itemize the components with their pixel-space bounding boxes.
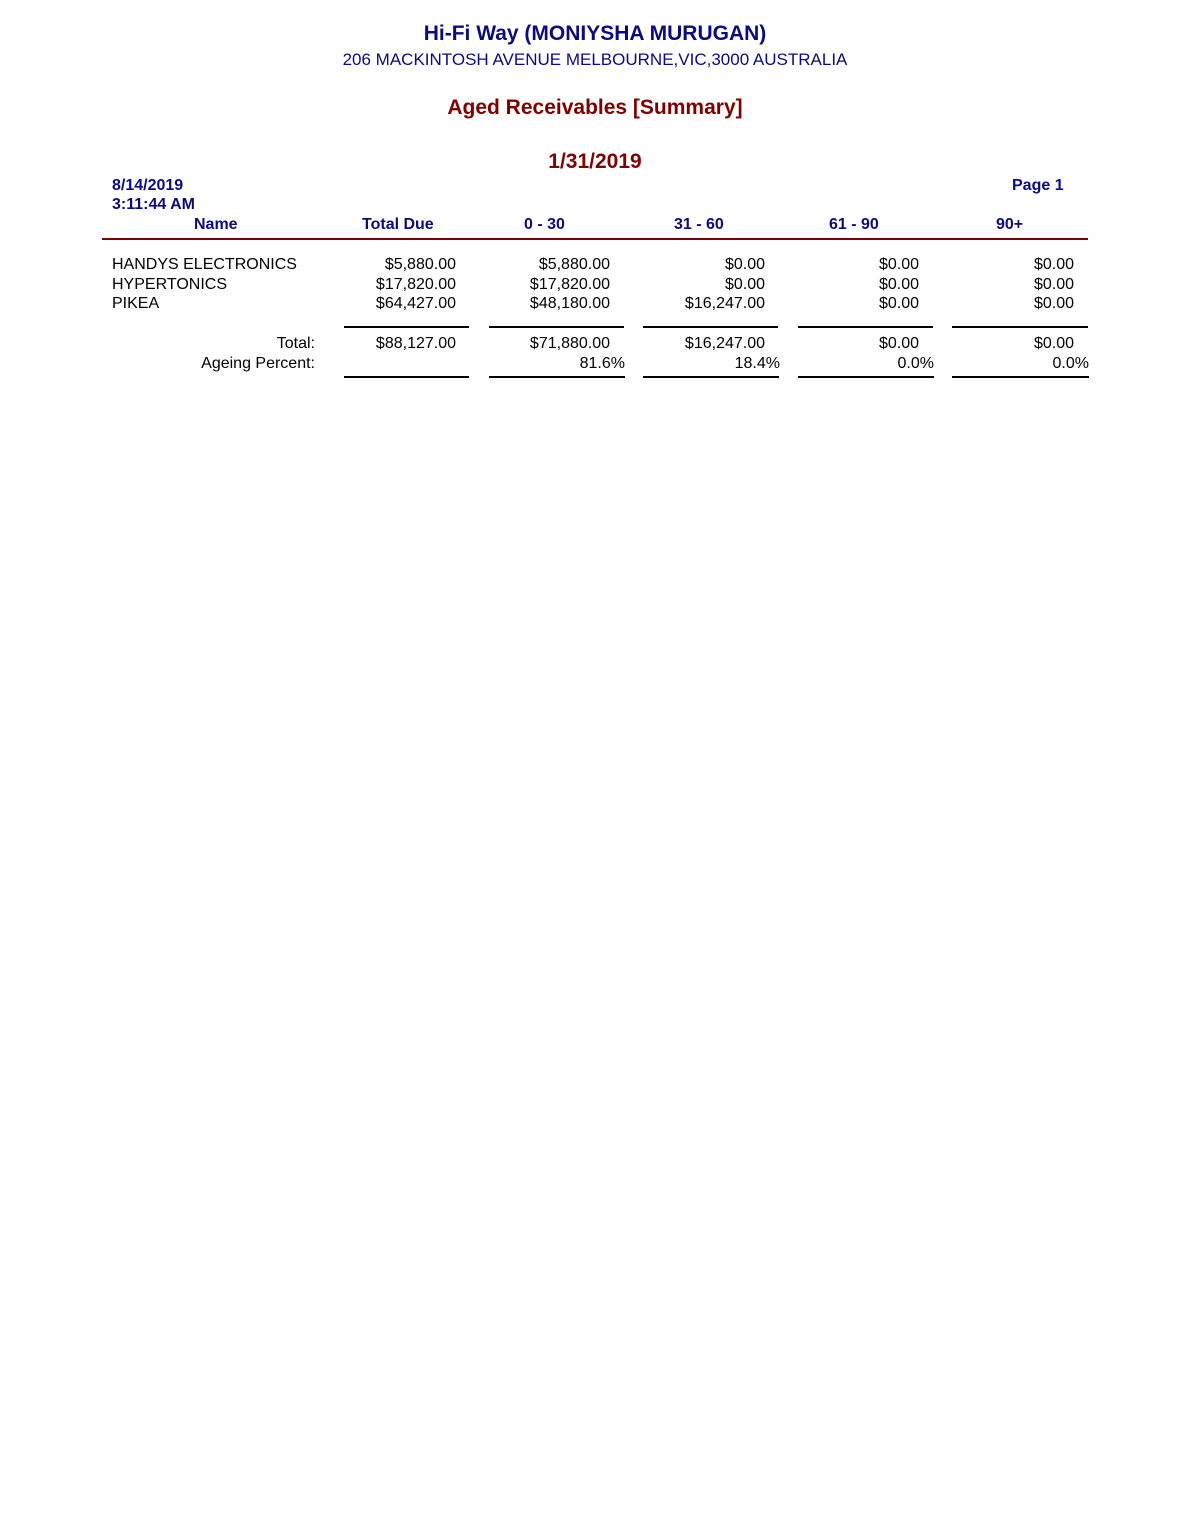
print-time: 3:11:44 AM (112, 196, 195, 213)
customer-name: PIKEA (112, 295, 160, 312)
aging-61-90-bottom-rule (798, 376, 934, 378)
aging-90-plus-top-rule (952, 326, 1088, 328)
aging-0-30-cell: $5,880.00 (538, 256, 610, 273)
total-due-cell: $17,820.00 (375, 276, 456, 293)
aging-0-30-bottom-rule (489, 376, 625, 378)
column-header-name: Name (194, 216, 238, 233)
page-number: Page 1 (1012, 177, 1064, 194)
aging-0-30-top-rule (489, 326, 624, 328)
aging-90-plus-total: $0.00 (1033, 335, 1074, 352)
customer-name: HANDYS ELECTRONICS (112, 256, 297, 273)
total-due-cell: $5,880.00 (384, 256, 456, 273)
aging-90-plus-cell: $0.00 (1033, 295, 1074, 312)
column-header-31-60: 31 - 60 (674, 216, 724, 233)
aging-31-60-total: $16,247.00 (684, 335, 765, 352)
column-header-61-90: 61 - 90 (829, 216, 879, 233)
company-address: 206 MACKINTOSH AVENUE MELBOURNE,VIC,3000 AUSTRALIA (342, 50, 848, 69)
aging-90-plus-cell: $0.00 (1033, 276, 1074, 293)
aging-0-30-total: $71,880.00 (529, 335, 610, 352)
header-divider (102, 238, 1088, 240)
aging-31-60-bottom-rule (643, 376, 779, 378)
total-due-bottom-rule (344, 376, 469, 378)
column-header-90-plus: 90+ (996, 216, 1024, 233)
print-date: 8/14/2019 (112, 177, 184, 194)
company-name: Hi-Fi Way (MONIYSHA MURUGAN) (423, 22, 767, 45)
column-header-0-30: 0 - 30 (524, 216, 565, 233)
total-due-total: $88,127.00 (375, 335, 456, 352)
aging-61-90-percent: 0.0% (897, 355, 934, 372)
aging-90-plus-cell: $0.00 (1033, 256, 1074, 273)
aging-31-60-percent: 18.4% (734, 355, 780, 372)
aging-31-60-cell: $0.00 (724, 276, 765, 293)
aging-31-60-cell: $0.00 (724, 256, 765, 273)
ageing-percent-label: Ageing Percent: (201, 355, 315, 372)
aging-0-30-cell: $17,820.00 (529, 276, 610, 293)
customer-name: HYPERTONICS (112, 276, 227, 293)
totals-label: Total: (276, 335, 315, 352)
aging-0-30-cell: $48,180.00 (529, 295, 610, 312)
aging-61-90-total: $0.00 (878, 335, 919, 352)
aging-0-30-percent: 81.6% (579, 355, 625, 372)
aging-31-60-cell: $16,247.00 (684, 295, 765, 312)
aging-90-plus-bottom-rule (952, 376, 1089, 378)
aging-61-90-cell: $0.00 (878, 276, 919, 293)
aging-61-90-top-rule (798, 326, 933, 328)
column-header-total-due: Total Due (362, 216, 434, 233)
aging-61-90-cell: $0.00 (878, 295, 919, 312)
aging-90-plus-percent: 0.0% (1052, 355, 1089, 372)
aging-31-60-top-rule (643, 326, 778, 328)
aging-61-90-cell: $0.00 (878, 256, 919, 273)
as-of-date: 1/31/2019 (548, 150, 642, 173)
total-due-top-rule (344, 326, 469, 328)
report-title: Aged Receivables [Summary] (447, 96, 743, 119)
total-due-cell: $64,427.00 (375, 295, 456, 312)
